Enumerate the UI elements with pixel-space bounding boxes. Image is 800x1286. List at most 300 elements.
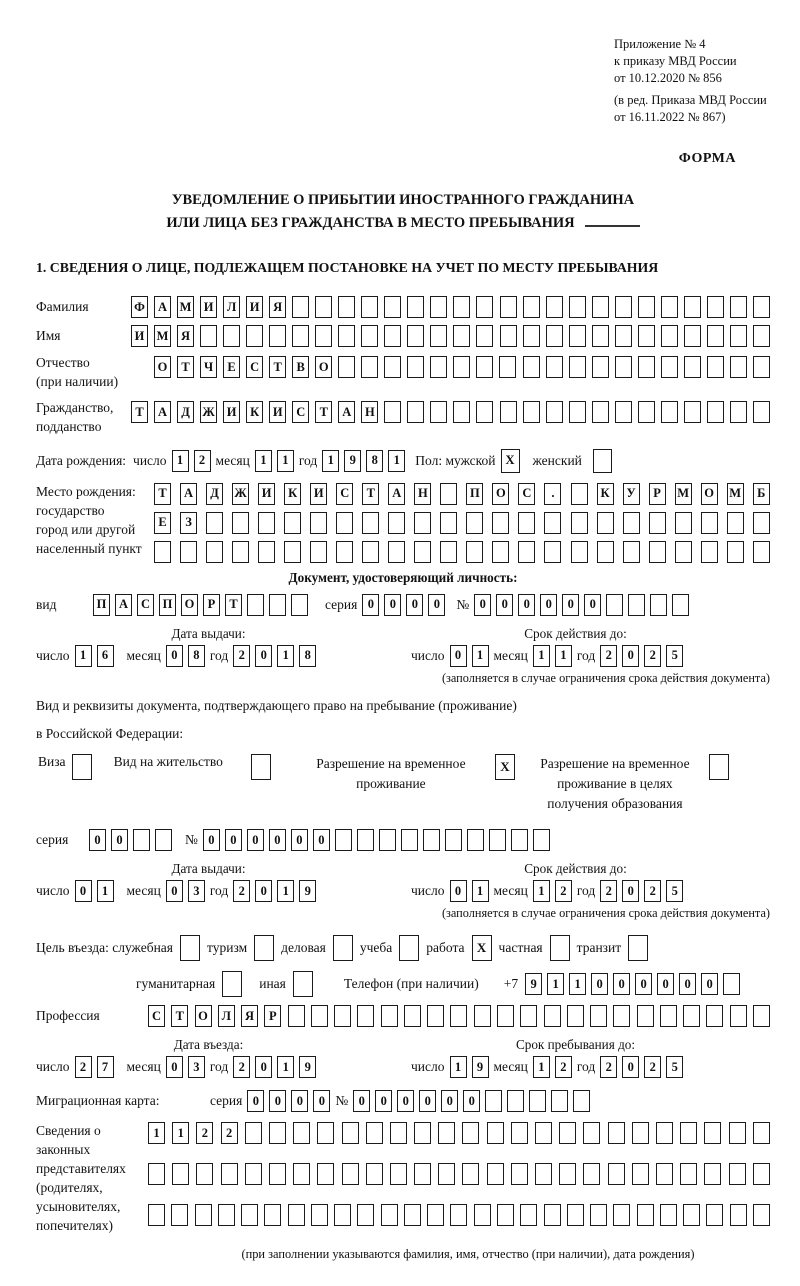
char-box[interactable]: Р <box>649 483 666 505</box>
char-box[interactable]: 0 <box>353 1090 370 1112</box>
char-box[interactable] <box>684 296 701 318</box>
char-box[interactable] <box>707 356 724 378</box>
char-box[interactable] <box>684 325 701 347</box>
char-box[interactable]: 2 <box>233 645 250 667</box>
char-box[interactable] <box>675 512 692 534</box>
char-box[interactable]: 0 <box>89 829 106 851</box>
char-box[interactable]: 0 <box>635 973 652 995</box>
char-box[interactable] <box>571 541 588 563</box>
gender-female-checkbox[interactable] <box>593 449 612 473</box>
char-box[interactable]: 1 <box>533 645 550 667</box>
char-box[interactable]: 9 <box>472 1056 489 1078</box>
char-box[interactable]: А <box>180 483 197 505</box>
char-box[interactable] <box>467 829 484 851</box>
char-box[interactable]: С <box>518 483 535 505</box>
char-box[interactable] <box>206 541 223 563</box>
char-box[interactable]: 2 <box>644 1056 661 1078</box>
char-box[interactable] <box>232 512 249 534</box>
char-box[interactable] <box>511 1122 528 1144</box>
char-box[interactable] <box>423 829 440 851</box>
char-box[interactable]: 0 <box>111 829 128 851</box>
char-box[interactable]: 1 <box>97 880 114 902</box>
char-box[interactable]: И <box>131 325 148 347</box>
char-box[interactable] <box>573 1090 590 1112</box>
char-box[interactable]: 1 <box>277 645 294 667</box>
char-box[interactable] <box>311 1204 328 1226</box>
char-box[interactable] <box>753 1122 770 1144</box>
char-box[interactable] <box>661 401 678 423</box>
char-box[interactable] <box>462 1163 479 1185</box>
char-box[interactable] <box>650 594 667 616</box>
char-box[interactable]: 0 <box>269 1090 286 1112</box>
char-box[interactable] <box>381 1005 398 1027</box>
char-box[interactable]: 0 <box>591 973 608 995</box>
char-box[interactable]: 9 <box>299 1056 316 1078</box>
char-box[interactable]: И <box>200 296 217 318</box>
char-box[interactable] <box>730 325 747 347</box>
char-box[interactable] <box>466 541 483 563</box>
char-box[interactable]: Н <box>414 483 431 505</box>
char-box[interactable] <box>608 1163 625 1185</box>
char-box[interactable] <box>559 1122 576 1144</box>
char-box[interactable] <box>753 356 770 378</box>
char-box[interactable] <box>729 1163 746 1185</box>
char-box[interactable]: 1 <box>569 973 586 995</box>
char-box[interactable]: М <box>727 483 744 505</box>
char-box[interactable]: Т <box>315 401 332 423</box>
char-box[interactable] <box>730 1005 747 1027</box>
char-box[interactable]: 1 <box>472 880 489 902</box>
char-box[interactable]: Н <box>361 401 378 423</box>
char-box[interactable]: С <box>246 356 263 378</box>
char-box[interactable] <box>438 1163 455 1185</box>
char-box[interactable] <box>592 356 609 378</box>
char-box[interactable] <box>414 1163 431 1185</box>
char-box[interactable] <box>706 1204 723 1226</box>
char-box[interactable]: С <box>148 1005 165 1027</box>
char-box[interactable] <box>544 541 561 563</box>
char-box[interactable]: 0 <box>679 973 696 995</box>
char-box[interactable] <box>544 512 561 534</box>
char-box[interactable]: С <box>292 401 309 423</box>
char-box[interactable] <box>485 1090 502 1112</box>
char-box[interactable]: 0 <box>622 645 639 667</box>
char-box[interactable] <box>546 356 563 378</box>
char-box[interactable]: Д <box>177 401 194 423</box>
char-box[interactable] <box>683 1204 700 1226</box>
char-box[interactable] <box>450 1204 467 1226</box>
purpose-work-checkbox[interactable]: X <box>472 935 492 961</box>
char-box[interactable] <box>388 541 405 563</box>
char-box[interactable] <box>701 541 718 563</box>
char-box[interactable]: 0 <box>362 594 379 616</box>
char-box[interactable] <box>753 296 770 318</box>
char-box[interactable]: 2 <box>221 1122 238 1144</box>
char-box[interactable] <box>661 296 678 318</box>
char-box[interactable] <box>753 1204 770 1226</box>
char-box[interactable] <box>241 1204 258 1226</box>
char-box[interactable] <box>284 541 301 563</box>
char-box[interactable] <box>615 356 632 378</box>
char-box[interactable]: О <box>315 356 332 378</box>
char-box[interactable] <box>559 1163 576 1185</box>
char-box[interactable] <box>427 1204 444 1226</box>
char-box[interactable] <box>661 325 678 347</box>
char-box[interactable]: 8 <box>188 645 205 667</box>
char-box[interactable] <box>269 1163 286 1185</box>
char-box[interactable]: М <box>154 325 171 347</box>
char-box[interactable] <box>430 325 447 347</box>
char-box[interactable] <box>535 1163 552 1185</box>
char-box[interactable]: Т <box>362 483 379 505</box>
char-box[interactable] <box>292 296 309 318</box>
char-box[interactable] <box>414 541 431 563</box>
char-box[interactable] <box>492 541 509 563</box>
char-box[interactable]: 8 <box>366 450 383 472</box>
char-box[interactable] <box>311 1005 328 1027</box>
char-box[interactable] <box>357 1005 374 1027</box>
char-box[interactable] <box>414 512 431 534</box>
char-box[interactable] <box>592 401 609 423</box>
char-box[interactable] <box>232 541 249 563</box>
char-box[interactable]: 2 <box>600 1056 617 1078</box>
char-box[interactable] <box>500 325 517 347</box>
char-box[interactable] <box>544 1204 561 1226</box>
char-box[interactable] <box>753 541 770 563</box>
char-box[interactable] <box>569 401 586 423</box>
char-box[interactable] <box>334 1005 351 1027</box>
char-box[interactable]: П <box>159 594 176 616</box>
char-box[interactable]: 0 <box>166 880 183 902</box>
char-box[interactable]: 5 <box>666 645 683 667</box>
char-box[interactable]: А <box>115 594 132 616</box>
char-box[interactable] <box>523 356 540 378</box>
char-box[interactable] <box>569 296 586 318</box>
char-box[interactable] <box>155 829 172 851</box>
char-box[interactable]: 1 <box>533 1056 550 1078</box>
char-box[interactable]: 0 <box>701 973 718 995</box>
char-box[interactable]: 2 <box>644 645 661 667</box>
temp-residence-checkbox[interactable]: X <box>495 754 515 780</box>
char-box[interactable] <box>518 512 535 534</box>
char-box[interactable] <box>649 541 666 563</box>
char-box[interactable] <box>342 1122 359 1144</box>
char-box[interactable] <box>583 1163 600 1185</box>
char-box[interactable] <box>476 325 493 347</box>
char-box[interactable] <box>384 325 401 347</box>
char-box[interactable] <box>567 1005 584 1027</box>
char-box[interactable]: 0 <box>622 880 639 902</box>
char-box[interactable] <box>660 1005 677 1027</box>
char-box[interactable]: 0 <box>406 594 423 616</box>
char-box[interactable] <box>196 1163 213 1185</box>
char-box[interactable]: 8 <box>299 645 316 667</box>
char-box[interactable] <box>338 325 355 347</box>
char-box[interactable] <box>632 1163 649 1185</box>
char-box[interactable]: 0 <box>657 973 674 995</box>
char-box[interactable] <box>704 1163 721 1185</box>
char-box[interactable] <box>336 512 353 534</box>
char-box[interactable] <box>154 541 171 563</box>
char-box[interactable] <box>361 296 378 318</box>
char-box[interactable] <box>567 1204 584 1226</box>
char-box[interactable] <box>518 541 535 563</box>
char-box[interactable]: Б <box>753 483 770 505</box>
char-box[interactable]: Ч <box>200 356 217 378</box>
char-box[interactable] <box>520 1204 537 1226</box>
char-box[interactable]: Я <box>241 1005 258 1027</box>
char-box[interactable]: 0 <box>247 829 264 851</box>
char-box[interactable] <box>315 296 332 318</box>
char-box[interactable] <box>206 512 223 534</box>
char-box[interactable] <box>656 1122 673 1144</box>
char-box[interactable] <box>730 1204 747 1226</box>
char-box[interactable]: Р <box>203 594 220 616</box>
char-box[interactable] <box>384 401 401 423</box>
char-box[interactable] <box>384 356 401 378</box>
char-box[interactable] <box>293 1122 310 1144</box>
char-box[interactable]: А <box>338 401 355 423</box>
char-box[interactable]: 0 <box>397 1090 414 1112</box>
char-box[interactable] <box>474 1204 491 1226</box>
char-box[interactable] <box>361 325 378 347</box>
char-box[interactable] <box>362 512 379 534</box>
char-box[interactable]: О <box>492 483 509 505</box>
char-box[interactable]: И <box>310 483 327 505</box>
char-box[interactable] <box>613 1204 630 1226</box>
char-box[interactable] <box>656 1163 673 1185</box>
char-box[interactable] <box>407 401 424 423</box>
char-box[interactable] <box>342 1163 359 1185</box>
char-box[interactable]: 0 <box>540 594 557 616</box>
char-box[interactable]: 0 <box>255 1056 272 1078</box>
char-box[interactable]: О <box>195 1005 212 1027</box>
char-box[interactable] <box>366 1163 383 1185</box>
char-box[interactable] <box>310 512 327 534</box>
char-box[interactable]: 0 <box>474 594 491 616</box>
char-box[interactable] <box>357 1204 374 1226</box>
char-box[interactable] <box>660 1204 677 1226</box>
char-box[interactable]: 1 <box>533 880 550 902</box>
char-box[interactable] <box>706 1005 723 1027</box>
char-box[interactable]: К <box>246 401 263 423</box>
char-box[interactable] <box>546 401 563 423</box>
char-box[interactable]: 2 <box>196 1122 213 1144</box>
char-box[interactable] <box>680 1122 697 1144</box>
char-box[interactable]: В <box>292 356 309 378</box>
char-box[interactable]: 0 <box>313 829 330 851</box>
char-box[interactable] <box>680 1163 697 1185</box>
char-box[interactable] <box>407 356 424 378</box>
char-box[interactable] <box>701 512 718 534</box>
char-box[interactable]: 0 <box>419 1090 436 1112</box>
char-box[interactable]: З <box>180 512 197 534</box>
char-box[interactable]: 0 <box>203 829 220 851</box>
char-box[interactable]: 1 <box>277 1056 294 1078</box>
char-box[interactable]: 0 <box>613 973 630 995</box>
char-box[interactable] <box>500 401 517 423</box>
char-box[interactable]: 1 <box>555 645 572 667</box>
char-box[interactable] <box>615 296 632 318</box>
char-box[interactable]: 6 <box>97 645 114 667</box>
char-box[interactable] <box>381 1204 398 1226</box>
char-box[interactable] <box>366 1122 383 1144</box>
char-box[interactable] <box>453 325 470 347</box>
char-box[interactable] <box>474 1005 491 1027</box>
char-box[interactable] <box>649 512 666 534</box>
char-box[interactable] <box>606 594 623 616</box>
char-box[interactable] <box>551 1090 568 1112</box>
char-box[interactable]: 2 <box>600 880 617 902</box>
char-box[interactable] <box>730 356 747 378</box>
char-box[interactable]: 0 <box>496 594 513 616</box>
char-box[interactable]: 9 <box>344 450 361 472</box>
char-box[interactable]: 0 <box>255 645 272 667</box>
char-box[interactable] <box>592 296 609 318</box>
char-box[interactable]: Т <box>131 401 148 423</box>
char-box[interactable] <box>264 1204 281 1226</box>
char-box[interactable] <box>632 1122 649 1144</box>
char-box[interactable] <box>523 325 540 347</box>
char-box[interactable] <box>730 401 747 423</box>
char-box[interactable]: 1 <box>148 1122 165 1144</box>
char-box[interactable] <box>200 325 217 347</box>
residence-permit-checkbox[interactable] <box>251 754 271 780</box>
char-box[interactable]: 0 <box>622 1056 639 1078</box>
char-box[interactable]: 9 <box>299 880 316 902</box>
char-box[interactable]: 3 <box>188 1056 205 1078</box>
char-box[interactable]: О <box>154 356 171 378</box>
char-box[interactable] <box>499 356 516 378</box>
char-box[interactable]: А <box>154 401 171 423</box>
char-box[interactable] <box>218 1204 235 1226</box>
char-box[interactable] <box>492 512 509 534</box>
char-box[interactable] <box>133 829 150 851</box>
char-box[interactable] <box>571 512 588 534</box>
char-box[interactable]: 1 <box>450 1056 467 1078</box>
char-box[interactable]: К <box>284 483 301 505</box>
char-box[interactable]: Я <box>269 296 286 318</box>
purpose-tourism-checkbox[interactable] <box>254 935 274 961</box>
char-box[interactable] <box>245 1122 262 1144</box>
char-box[interactable] <box>684 401 701 423</box>
char-box[interactable]: Т <box>154 483 171 505</box>
char-box[interactable]: 2 <box>644 880 661 902</box>
char-box[interactable] <box>258 541 275 563</box>
char-box[interactable]: 1 <box>388 450 405 472</box>
char-box[interactable] <box>453 401 470 423</box>
purpose-official-checkbox[interactable] <box>180 935 200 961</box>
purpose-other-checkbox[interactable] <box>293 971 313 997</box>
char-box[interactable] <box>661 356 678 378</box>
char-box[interactable]: Т <box>269 356 286 378</box>
char-box[interactable] <box>317 1122 334 1144</box>
char-box[interactable]: 2 <box>600 645 617 667</box>
char-box[interactable]: 0 <box>463 1090 480 1112</box>
char-box[interactable]: И <box>246 296 263 318</box>
char-box[interactable]: А <box>388 483 405 505</box>
char-box[interactable] <box>269 325 286 347</box>
char-box[interactable] <box>317 1163 334 1185</box>
char-box[interactable]: 2 <box>555 1056 572 1078</box>
char-box[interactable] <box>729 1122 746 1144</box>
char-box[interactable] <box>357 829 374 851</box>
char-box[interactable]: 1 <box>322 450 339 472</box>
char-box[interactable]: 0 <box>291 829 308 851</box>
char-box[interactable] <box>535 1122 552 1144</box>
char-box[interactable]: 1 <box>277 880 294 902</box>
char-box[interactable] <box>546 296 563 318</box>
char-box[interactable]: 2 <box>555 880 572 902</box>
char-box[interactable] <box>171 1204 188 1226</box>
char-box[interactable]: 0 <box>450 880 467 902</box>
char-box[interactable]: Т <box>171 1005 188 1027</box>
char-box[interactable]: Л <box>218 1005 235 1027</box>
char-box[interactable] <box>753 401 770 423</box>
char-box[interactable]: Ж <box>200 401 217 423</box>
char-box[interactable] <box>462 1122 479 1144</box>
char-box[interactable] <box>590 1005 607 1027</box>
char-box[interactable]: Р <box>264 1005 281 1027</box>
char-box[interactable]: 0 <box>518 594 535 616</box>
char-box[interactable] <box>247 594 264 616</box>
purpose-transit-checkbox[interactable] <box>628 935 648 961</box>
char-box[interactable] <box>180 541 197 563</box>
char-box[interactable]: 7 <box>97 1056 114 1078</box>
char-box[interactable] <box>335 829 352 851</box>
char-box[interactable] <box>315 325 332 347</box>
char-box[interactable] <box>727 512 744 534</box>
char-box[interactable] <box>466 512 483 534</box>
char-box[interactable]: 2 <box>233 880 250 902</box>
char-box[interactable]: Ж <box>232 483 249 505</box>
char-box[interactable]: Е <box>154 512 171 534</box>
char-box[interactable] <box>613 1005 630 1027</box>
char-box[interactable] <box>427 1005 444 1027</box>
char-box[interactable] <box>707 296 724 318</box>
char-box[interactable] <box>523 296 540 318</box>
char-box[interactable] <box>672 594 689 616</box>
char-box[interactable] <box>730 296 747 318</box>
char-box[interactable] <box>675 541 692 563</box>
char-box[interactable] <box>338 296 355 318</box>
char-box[interactable] <box>544 1005 561 1027</box>
char-box[interactable] <box>379 829 396 851</box>
char-box[interactable] <box>569 325 586 347</box>
char-box[interactable] <box>334 1204 351 1226</box>
char-box[interactable]: 0 <box>225 829 242 851</box>
char-box[interactable] <box>284 512 301 534</box>
char-box[interactable] <box>440 512 457 534</box>
purpose-study-checkbox[interactable] <box>399 935 419 961</box>
char-box[interactable]: 0 <box>375 1090 392 1112</box>
char-box[interactable]: 1 <box>172 450 189 472</box>
char-box[interactable] <box>384 296 401 318</box>
char-box[interactable] <box>288 1204 305 1226</box>
char-box[interactable]: О <box>701 483 718 505</box>
char-box[interactable]: 0 <box>166 645 183 667</box>
char-box[interactable] <box>269 594 286 616</box>
char-box[interactable] <box>407 296 424 318</box>
char-box[interactable]: 2 <box>233 1056 250 1078</box>
char-box[interactable] <box>440 483 457 505</box>
char-box[interactable] <box>221 1163 238 1185</box>
char-box[interactable] <box>148 1204 165 1226</box>
char-box[interactable] <box>404 1204 421 1226</box>
char-box[interactable] <box>246 325 263 347</box>
char-box[interactable] <box>269 1122 286 1144</box>
char-box[interactable] <box>637 1204 654 1226</box>
